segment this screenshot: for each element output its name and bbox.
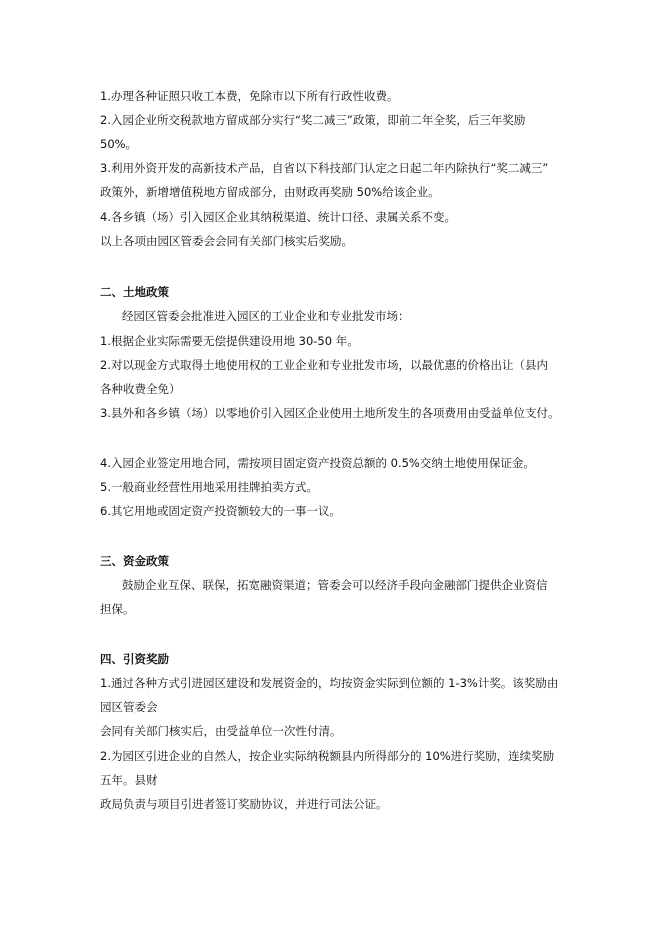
paragraph-line: 经园区管委会批准进入园区的工业企业和专业批发市场：: [122, 309, 410, 323]
paragraph-line: 担保。: [100, 602, 135, 616]
paragraph-line: 园区管委会: [100, 700, 158, 714]
paragraph-line: 各种收费全免）: [100, 382, 181, 396]
paragraph-line: 政局负责与项目引进者签订奖励协议，并进行司法公证。: [100, 797, 388, 811]
paragraph-line: 3.利用外资开发的高新技术产品，自省以下科技部门认定之日起二年内除执行“奖二减三”: [100, 161, 549, 175]
paragraph-line: 6.其它用地或固定资产投资额较大的一事一议。: [100, 504, 341, 518]
section-heading-funding: 三、资金政策: [100, 554, 169, 568]
paragraph-line: 2.对以现金方式取得土地使用权的工业企业和专业批发市场，以最优惠的价格出让（县内: [100, 358, 548, 372]
paragraph-line: 1.通过各种方式引进园区建设和发展资金的，均按资金实际到位额的 1-3%计奖。该奖励由: [100, 676, 559, 690]
paragraph-line: 五年。县财: [100, 773, 158, 787]
paragraph-line: 5.一般商业经营性用地采用挂牌拍卖方式。: [100, 480, 318, 494]
paragraph-line: 3.县外和各乡镇（场）以零地价引入园区企业使用土地所发生的各项费用由受益单位支付。: [100, 406, 560, 420]
paragraph-line: 1.根据企业实际需要无偿提供建设用地 30-50 年。: [100, 334, 359, 348]
paragraph-line: 1.办理各种证照只收工本费，免除市以下所有行政性收费。: [100, 89, 399, 103]
paragraph-line: 以上各项由园区管委会会同有关部门核实后奖励。: [100, 234, 353, 248]
paragraph-line: 鼓励企业互保、联保，拓宽融资渠道；管委会可以经济手段向金融部门提供企业资信: [122, 578, 548, 592]
section-heading-land: 二、土地政策: [100, 285, 169, 299]
paragraph-line: 会同有关部门核实后，由受益单位一次性付清。: [100, 724, 342, 738]
paragraph-line: 4.入园企业签定用地合同，需按项目固定资产投资总额的 0.5%交纳土地使用保证金。: [100, 456, 535, 470]
paragraph-line: 政策外，新增增值税地方留成部分，由财政再奖励 50%给该企业。: [100, 185, 440, 199]
paragraph-line: 2.入园企业所交税款地方留成部分实行“奖二减三”政策，即前二年全奖，后三年奖励: [100, 113, 526, 127]
paragraph-line: 2.为园区引进企业的自然人，按企业实际纳税额县内所得部分的 10%进行奖励，连续奖励: [100, 749, 555, 763]
section-heading-investment-reward: 四、引资奖励: [100, 652, 169, 666]
paragraph-line: 4.各乡镇（场）引入园区企业其纳税渠道、统计口径、隶属关系不变。: [100, 210, 456, 224]
paragraph-line: 50%。: [100, 137, 138, 151]
